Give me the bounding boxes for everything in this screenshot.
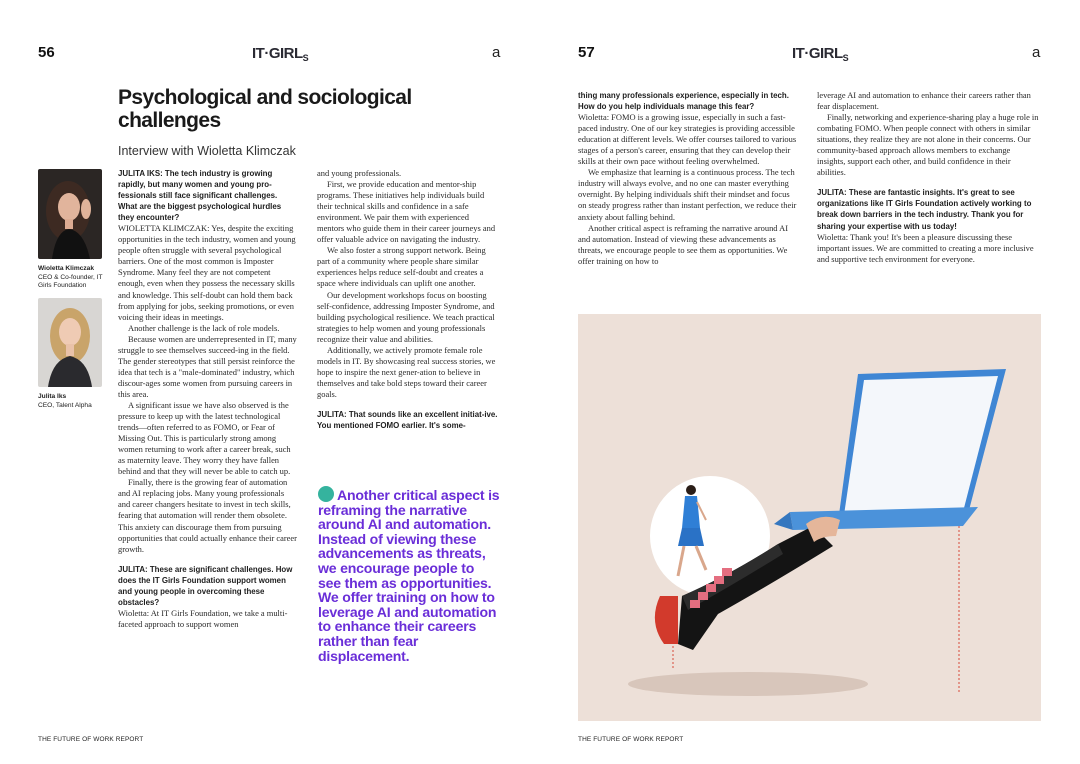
page-number: 56 xyxy=(38,44,55,61)
interview-question: JULITA: These are fantastic insights. It's great to see organizations like IT Girls Foundation actively working to break down barriers in the tech industry. Thank you for sharing your expertise with us today! xyxy=(817,188,1032,231)
it-girls-logo: $IT\cdot GIRL_S$ xyxy=(792,45,849,63)
paragraph: Wioletta: At IT Girls Foundation, we take a multi-faceted approach to support women xyxy=(118,607,288,629)
interview-question: JULITA: These are significant challenges. How does the IT Girls Foundation support women and young people in overcoming these obstacles? xyxy=(118,564,293,607)
caption-julita: Julita Iks CEO, Talent Alpha xyxy=(38,393,92,409)
paragraph: and young professionals. xyxy=(317,168,402,178)
portrait-wioletta xyxy=(38,169,102,259)
paragraph: A significant issue we have also observed is the pressure to keep up with the latest technological trends—often referred to as FOMO, or Fear of Missing Out. This is particularly strong among women returning to work after a career break, such as maternity leave. They worry they have fallen behind and that they will never be able to catch up. xyxy=(118,399,291,477)
caption-wioletta: Wioletta Klimczak CEO & Co-founder, IT Girls Foundation xyxy=(38,265,103,290)
paragraph: We emphasize that learning is a continuous process. The tech industry will always evolve, and no one can master everything overnight. By helping individuals shift their mindset and focus on steady progress rather than instant perfection, we reduce their anxiety about falling behind. xyxy=(578,167,797,222)
right-text-column-1 xyxy=(578,90,798,267)
right-page xyxy=(540,0,1080,764)
paragraph: Wioletta: Thank you! It's been a pleasure discussing these important issues. We are committed to creating a more inclusive and supportive tech environment for everyone. xyxy=(817,231,1034,264)
paragraph: First, we provide education and mentor-ship programs. These initiatives help individuals build their technical skills and confidence in a safe environment. We pair them with experienced mentors who guide them in their career journeys and offer valuable advice on navigating the industry. xyxy=(317,179,496,245)
footer: THE FUTURE OF WORK REPORT xyxy=(38,736,144,743)
interview-question: thing many professionals experience, especially in tech. How do you help individuals manage this fear? xyxy=(578,91,789,112)
portrait-julita xyxy=(38,298,102,387)
article-subtitle: Interview with Wioletta Klimczak xyxy=(118,144,296,158)
paragraph: Our development workshops focus on boosting self-confidence, addressing Imposter Syndrome, and building psychological resilience. We teach practical strategies to help women and young professionals recognize their value and abilities. xyxy=(317,289,495,344)
paragraph: Another critical aspect is reframing the narrative around AI and automation. Instead of viewing these advancements as threats, we encourage people to see them as opportunities. We offer training on how to xyxy=(578,222,789,266)
page-number: 57 xyxy=(578,44,595,61)
paragraph: Finally, networking and experience-sharing play a huge role in combating FOMO. When people connect with others in similar situations, they realize they are not alone in their concerns. Our community-based approach allows members to exchange insights, support each other, and build confidence in their abilities. xyxy=(817,112,1039,178)
interview-question: JULITA: That sounds like an excellent initiat-ive. You mentioned FOMO earlier. It's some- xyxy=(317,409,498,431)
paragraph: Wioletta: FOMO is a growing issue, especially in such a fast-paced industry. One of our key strategies is providing accessible education at different levels. We offer courses tailored to various stages of a person's career, ensuring that they can develop their skills at their own pace without feeling overwhelmed. xyxy=(578,112,797,167)
paragraph: Because women are underrepresented in IT, many struggle to see themselves succeed-ing in the field. The gender stereotypes that still persist reinforce the idea that tech is a "male-dominated" industry, which discour-ages some women from pursuing careers in this area. xyxy=(118,333,297,399)
paragraph: leverage AI and automation to enhance their careers rather than fear displacement. xyxy=(817,90,1031,112)
footer: THE FUTURE OF WORK REPORT xyxy=(578,736,684,743)
interview-question: JULITA IKS: The tech industry is growing rapidly, but many women and young pro-fessionals still face significant challenges. What are the biggest psychological hurdles they encounter? xyxy=(118,169,282,223)
collage-illustration xyxy=(578,314,1041,721)
article-title: Psychological and sociological challenges xyxy=(118,86,412,132)
corner-mark: a xyxy=(1032,44,1041,61)
pull-quote: Another critical aspect is reframing the narrative around AI and automation. Instead of viewing these advancements as threats, we encourage people to see them as opportunities. We offer training on how to leverage AI and automation to enhance their careers rather than fear displacement. xyxy=(318,487,500,664)
paragraph: We also foster a strong support network. Being part of a community where people share similar experiences helps reduce self-doubt and creates a space where individuals can uplift one another. xyxy=(317,245,486,289)
paragraph: WIOLETTA KLIMCZAK: Yes, despite the exciting opportunities in the tech industry, women and young people often struggle with several psychological barriers. One of the most common is Imposter Syndrome. Many feel they are not competent enough, even when they possess the necessary skills and knowledge. This self-doubt can hold them back from applying for jobs, seeking promotions, or even voicing their ideas in meetings. xyxy=(118,223,296,322)
paragraph: Another challenge is the lack of role models. xyxy=(128,322,280,333)
left-text-column-1 xyxy=(118,168,298,630)
pull-quote-bullet-icon xyxy=(318,486,334,502)
paragraph: Finally, there is the growing fear of automation and AI replacing jobs. Many young professionals and career changers hesitate to invest in tech skills, fearing that automation will render them obsolete. This anxiety can discourage them from pursuing opportunities that could actually enhance their career growth. xyxy=(118,477,297,554)
corner-mark: a xyxy=(492,44,501,61)
it-girls-logo: $IT\cdot GIRL_S$ xyxy=(252,45,309,63)
left-text-column-2 xyxy=(317,168,498,431)
right-text-column-2 xyxy=(817,90,1040,265)
paragraph: Additionally, we actively promote female role models in IT. By showcasing real success stories, we hope to inspire the next gener-ation to believe in themselves and take bold steps toward their career goals. xyxy=(317,344,496,399)
